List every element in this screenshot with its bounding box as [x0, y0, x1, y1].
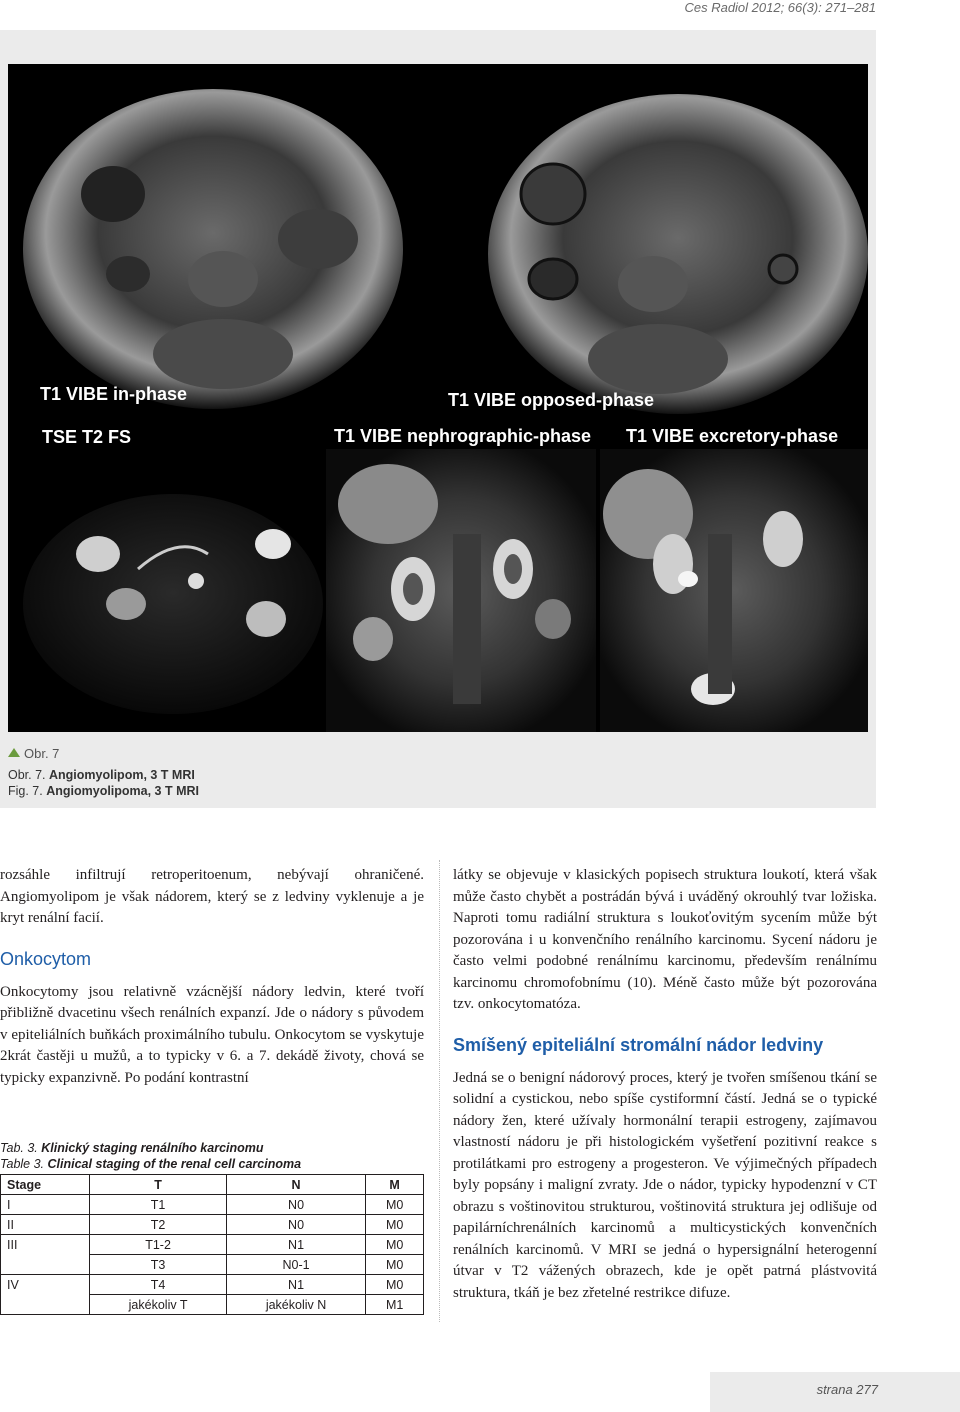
- cell-stage: III: [1, 1235, 90, 1255]
- staging-table: [0, 1174, 424, 1315]
- header-stage: Stage: [1, 1175, 90, 1195]
- cell-n: N0-1: [226, 1255, 365, 1275]
- cell-stage: II: [1, 1215, 90, 1235]
- cell-stage: [1, 1255, 90, 1275]
- label-in-phase: T1 VIBE in-phase: [40, 384, 188, 404]
- cell-m: M0: [366, 1195, 424, 1215]
- header-m: M: [366, 1175, 424, 1195]
- caption-en-prefix: Fig. 7.: [8, 784, 47, 798]
- table-row: [1, 1195, 424, 1215]
- label-opposed-phase: T1 VIBE opposed-phase: [448, 390, 655, 410]
- caption-en-text: Angiomyolipoma, 3 T MRI: [46, 784, 200, 798]
- left-paragraph-1: rozsáhle infiltrují retroperitoenum, nebývají ohraničené. Angiomyolipom je však nádorem, který se z ledviny vyklenuje a je kryt renální facií.: [0, 867, 424, 926]
- header-t: T: [90, 1175, 226, 1195]
- table-caption-en-prefix: Table 3.: [0, 1157, 45, 1171]
- column-divider: [439, 860, 441, 1322]
- cell-n: N0: [226, 1215, 365, 1235]
- table-row: [1, 1295, 424, 1315]
- left-paragraph-2: Onkocytomy jsou relativně vzácnější nádory ledvin, které tvoří přibližně dvacetinu všech renálních expanzí. Jde o nádory s původem v epiteliálních buňkách proximálního tubulu. Onkocytom se vyskytuje 2krát častěji u mužů, a to typicky v 6. a 7. dekádě životy, chová se typicky expanzivně. Po podání kontrastní: [0, 983, 424, 1086]
- section-heading-mixed-tumor: Smíšený epiteliální stromální nádor ledviny: [453, 1034, 824, 1055]
- right-column: [453, 865, 877, 1304]
- cell-n: N0: [226, 1195, 365, 1215]
- table-row: [1, 1255, 424, 1275]
- cell-m: M0: [366, 1235, 424, 1255]
- cell-stage: [1, 1295, 90, 1315]
- left-column: [0, 865, 424, 1089]
- cell-stage: IV: [1, 1275, 90, 1295]
- cell-m: M0: [366, 1215, 424, 1235]
- cell-t: T4: [90, 1275, 226, 1295]
- cell-m: M1: [366, 1295, 424, 1315]
- cell-stage: I: [1, 1195, 90, 1215]
- journal-reference: Ces Radiol 2012; 66(3): 271–281: [684, 0, 876, 15]
- table-row: [1, 1275, 424, 1295]
- triangle-up-icon: [8, 748, 20, 757]
- figure-reference: [8, 746, 59, 761]
- cell-t: T2: [90, 1215, 226, 1235]
- cell-n: N1: [226, 1235, 365, 1255]
- figure-caption-en: [8, 784, 199, 798]
- table-caption-cz-prefix: Tab. 3.: [0, 1141, 38, 1155]
- cell-m: M0: [366, 1275, 424, 1295]
- cell-n: jakékoliv N: [226, 1295, 365, 1315]
- cell-t: T3: [90, 1255, 226, 1275]
- label-excretory: T1 VIBE excretory-phase: [626, 426, 839, 446]
- page-number-box: [710, 1372, 960, 1412]
- label-t2: TSE T2 FS: [42, 427, 132, 447]
- caption-cz-text: Angiomyolipom, 3 T MRI: [49, 768, 195, 782]
- figure-ref-label: Obr. 7: [24, 746, 60, 761]
- caption-cz-prefix: Obr. 7.: [8, 768, 49, 782]
- header-n: N: [226, 1175, 365, 1195]
- cell-t: jakékoliv T: [90, 1295, 226, 1315]
- section-heading-onkocytom: Onkocytom: [0, 948, 92, 969]
- cell-t: T1: [90, 1195, 226, 1215]
- table-caption-cz-text: Klinický staging renálního karcinomu: [41, 1141, 264, 1155]
- table-header-row: [1, 1175, 424, 1195]
- t2-scan: [23, 494, 323, 714]
- table-caption-cz: [0, 1141, 264, 1155]
- figure-caption-cz: [8, 768, 195, 782]
- right-paragraph-2: Jedná se o benigní nádorový proces, který je tvořen smíšenou tkání se solidní a cystickou, nebo spíše cystiformní částí. Jedná se o typické nádory žen, které užívaly hormonální terapii estrogeny, zajímavou vlastností nádoru je při histologickém vyšetření pozitivní reakce s protilátkami pro estrogeny a progesteron. Ve výjimečných případech byly popsány i maligní zvraty. Jde o nádor, typicky hypodenzní v CT obrazu s voštinovitou strukturou, voštinovitá struktura jej odlišuje od papilárníchrenálních karcinomů a multicystických konvenčních renálních karcinomů. V MRI se jedná o hypersignální heterogenní útvar v T2 vážených obrazech, kde je opět patrná plástvovitá struktura, tkáň je bez zřetelné restrikce difuze.: [453, 1069, 877, 1301]
- table-caption-en-text: Clinical staging of the renal cell carcinoma: [47, 1157, 302, 1171]
- table-caption-en: [0, 1157, 301, 1171]
- cell-t: T1-2: [90, 1235, 226, 1255]
- cell-n: N1: [226, 1275, 365, 1295]
- table-row: [1, 1235, 424, 1255]
- page-number: strana 277: [816, 1382, 878, 1397]
- table-row: [1, 1215, 424, 1235]
- right-paragraph-1: látky se objevuje v klasických popisech struktura loukotí, která však může často chybět a postrádán bývá i uváděný okrouhlý tvar ložiska. Naproti tomu radiální struktura s loukoťovitým sycením může být pozorována i u konvenčního renálního karcinomu. Sycení nádoru je často velmi podobné renálnímu karcinomu, především renálnímu karcinomu chromofobnímu (10). Méně často může být pozorována tzv. onkocytomatóza.: [453, 867, 877, 1012]
- mri-figure: [8, 64, 868, 732]
- cell-m: M0: [366, 1255, 424, 1275]
- figure-panel: [0, 30, 876, 808]
- label-nephrographic: T1 VIBE nephrographic-phase: [334, 426, 592, 446]
